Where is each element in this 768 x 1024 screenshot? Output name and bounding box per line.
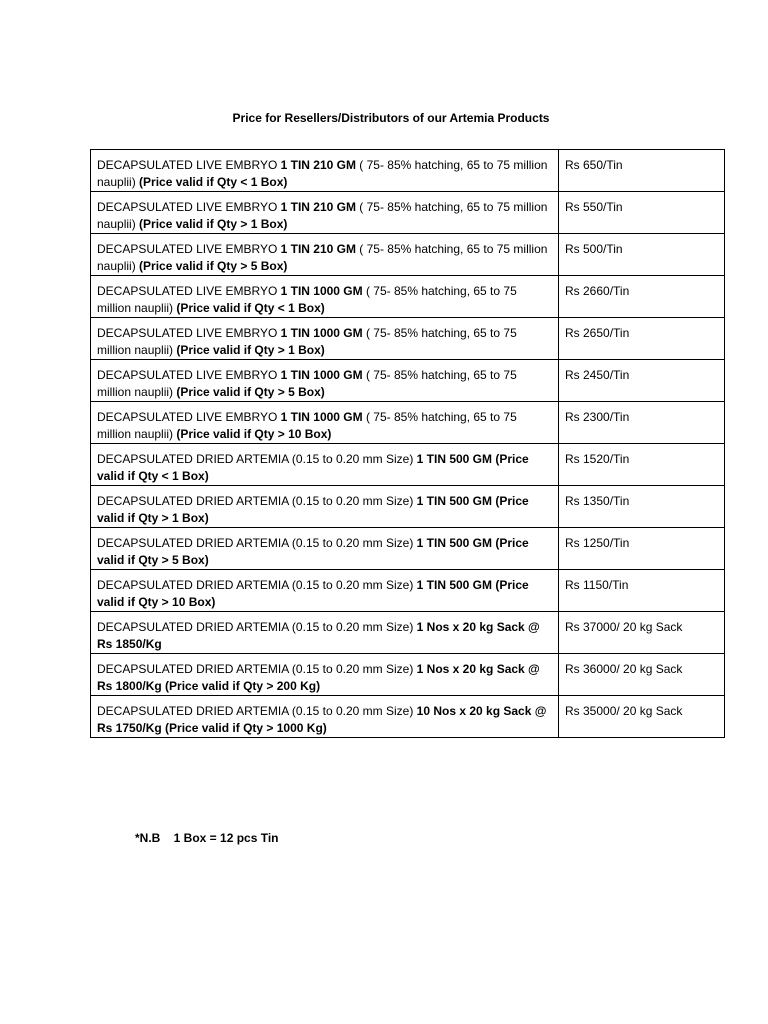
description-text: DECAPSULATED DRIED ARTEMIA (0.15 to 0.20 mm Size) bbox=[97, 578, 417, 592]
product-description-cell bbox=[91, 528, 559, 570]
description-bold-text: 1 TIN 210 GM bbox=[280, 158, 356, 172]
price-cell: Rs 35000/ 20 kg Sack bbox=[559, 696, 725, 738]
description-text: DECAPSULATED DRIED ARTEMIA (0.15 to 0.20 mm Size) bbox=[97, 452, 417, 466]
description-bold-text: 1 TIN 500 GM (Price valid if Qty > 10 Box) bbox=[97, 578, 529, 609]
product-description-cell bbox=[91, 570, 559, 612]
product-description-cell bbox=[91, 696, 559, 738]
product-description-cell bbox=[91, 402, 559, 444]
price-cell: Rs 37000/ 20 kg Sack bbox=[559, 612, 725, 654]
product-description-cell bbox=[91, 654, 559, 696]
price-cell: Rs 500/Tin bbox=[559, 234, 725, 276]
table-row bbox=[91, 318, 725, 360]
description-text: ( 75- 85% hatching, 65 to 75 million nauplii) bbox=[97, 284, 517, 315]
price-cell: Rs 550/Tin bbox=[559, 192, 725, 234]
price-cell: Rs 1520/Tin bbox=[559, 444, 725, 486]
price-cell: Rs 2660/Tin bbox=[559, 276, 725, 318]
price-cell: Rs 2450/Tin bbox=[559, 360, 725, 402]
description-text: ( 75- 85% hatching, 65 to 75 million nauplii) bbox=[97, 326, 517, 357]
product-description-cell bbox=[91, 276, 559, 318]
description-bold-text: 1 TIN 500 GM (Price valid if Qty > 1 Box) bbox=[97, 494, 529, 525]
description-text: DECAPSULATED LIVE EMBRYO bbox=[97, 326, 281, 340]
price-cell: Rs 2300/Tin bbox=[559, 402, 725, 444]
footnote: *N.B 1 Box = 12 pcs Tin bbox=[135, 831, 279, 845]
product-description-cell bbox=[91, 192, 559, 234]
description-bold-text: 1 TIN 210 GM bbox=[280, 200, 356, 214]
description-text: DECAPSULATED LIVE EMBRYO bbox=[97, 158, 281, 172]
description-text: DECAPSULATED DRIED ARTEMIA (0.15 to 0.20 mm Size) bbox=[97, 704, 417, 718]
product-description-cell bbox=[91, 360, 559, 402]
description-text: ( 75- 85% hatching, 65 to 75 million nauplii) bbox=[97, 410, 517, 441]
table-row bbox=[91, 696, 725, 738]
description-text: DECAPSULATED LIVE EMBRYO bbox=[97, 410, 281, 424]
description-text: DECAPSULATED LIVE EMBRYO bbox=[97, 368, 281, 382]
table-row bbox=[91, 150, 725, 192]
table-row bbox=[91, 570, 725, 612]
description-bold-text: 1 TIN 210 GM bbox=[280, 242, 356, 256]
description-bold-text: 1 Nos x 20 kg Sack @ Rs 1850/Kg bbox=[97, 620, 540, 651]
price-cell: Rs 36000/ 20 kg Sack bbox=[559, 654, 725, 696]
description-bold-text: 1 Nos x 20 kg Sack @ Rs 1800/Kg (Price valid if Qty > 200 Kg) bbox=[97, 662, 540, 693]
table-row bbox=[91, 360, 725, 402]
price-table bbox=[90, 149, 725, 738]
description-bold-text: 1 TIN 500 GM (Price valid if Qty < 1 Box) bbox=[97, 452, 529, 483]
product-description-cell bbox=[91, 612, 559, 654]
price-cell: Rs 1150/Tin bbox=[559, 570, 725, 612]
price-cell: Rs 2650/Tin bbox=[559, 318, 725, 360]
description-bold-text: (Price valid if Qty > 1 Box) bbox=[139, 217, 288, 231]
description-text: DECAPSULATED LIVE EMBRYO bbox=[97, 200, 281, 214]
page-title: Price for Resellers/Distributors of our Artemia Products bbox=[232, 111, 550, 125]
table-row bbox=[91, 486, 725, 528]
description-bold-text: 10 Nos x 20 kg Sack @ Rs 1750/Kg (Price valid if Qty > 1000 Kg) bbox=[97, 704, 547, 735]
table-row bbox=[91, 402, 725, 444]
description-text: DECAPSULATED DRIED ARTEMIA (0.15 to 0.20 mm Size) bbox=[97, 620, 417, 634]
description-bold-text: 1 TIN 1000 GM bbox=[280, 368, 363, 382]
description-text: ( 75- 85% hatching, 65 to 75 million nauplii) bbox=[97, 200, 548, 231]
description-bold-text: (Price valid if Qty > 5 Box) bbox=[139, 259, 288, 273]
product-description-cell bbox=[91, 444, 559, 486]
description-text: DECAPSULATED DRIED ARTEMIA (0.15 to 0.20 mm Size) bbox=[97, 536, 417, 550]
price-cell: Rs 1250/Tin bbox=[559, 528, 725, 570]
description-bold-text: (Price valid if Qty > 10 Box) bbox=[176, 427, 332, 441]
description-text: DECAPSULATED DRIED ARTEMIA (0.15 to 0.20 mm Size) bbox=[97, 494, 417, 508]
table-row bbox=[91, 192, 725, 234]
description-bold-text: 1 TIN 1000 GM bbox=[280, 284, 363, 298]
description-bold-text: 1 TIN 500 GM (Price valid if Qty > 5 Box) bbox=[97, 536, 529, 567]
description-bold-text: 1 TIN 1000 GM bbox=[280, 410, 363, 424]
product-description-cell bbox=[91, 234, 559, 276]
price-table-body bbox=[91, 150, 725, 738]
description-text: DECAPSULATED DRIED ARTEMIA (0.15 to 0.20 mm Size) bbox=[97, 662, 417, 676]
description-text: DECAPSULATED LIVE EMBRYO bbox=[97, 284, 281, 298]
table-row bbox=[91, 444, 725, 486]
description-text: DECAPSULATED LIVE EMBRYO bbox=[97, 242, 281, 256]
description-bold-text: (Price valid if Qty > 5 Box) bbox=[176, 385, 325, 399]
description-bold-text: (Price valid if Qty < 1 Box) bbox=[176, 301, 325, 315]
product-description-cell bbox=[91, 318, 559, 360]
product-description-cell bbox=[91, 150, 559, 192]
description-text: ( 75- 85% hatching, 65 to 75 million nauplii) bbox=[97, 368, 517, 399]
table-row bbox=[91, 528, 725, 570]
table-row bbox=[91, 276, 725, 318]
price-cell: Rs 650/Tin bbox=[559, 150, 725, 192]
description-text: ( 75- 85% hatching, 65 to 75 million nauplii) bbox=[97, 242, 548, 273]
price-cell: Rs 1350/Tin bbox=[559, 486, 725, 528]
table-row bbox=[91, 234, 725, 276]
table-row bbox=[91, 654, 725, 696]
description-text: ( 75- 85% hatching, 65 to 75 million nauplii) bbox=[97, 158, 548, 189]
description-bold-text: 1 TIN 1000 GM bbox=[280, 326, 363, 340]
product-description-cell bbox=[91, 486, 559, 528]
description-bold-text: (Price valid if Qty > 1 Box) bbox=[176, 343, 325, 357]
description-bold-text: (Price valid if Qty < 1 Box) bbox=[139, 175, 288, 189]
table-row bbox=[91, 612, 725, 654]
